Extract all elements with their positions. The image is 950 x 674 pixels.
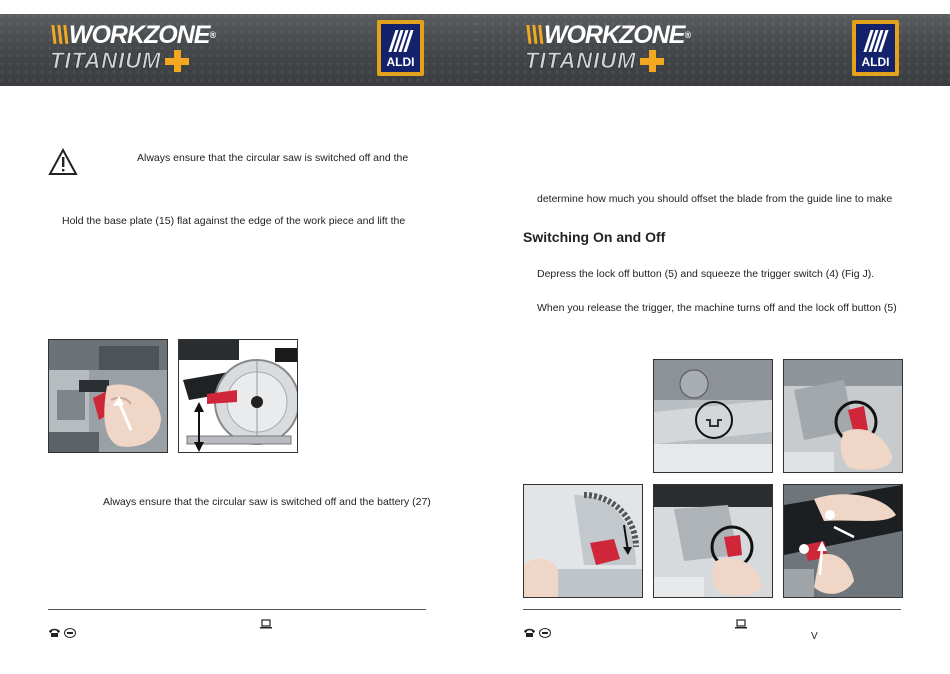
page-number: V (811, 631, 818, 642)
laptop-icon (260, 619, 272, 629)
warning-text-2: Always ensure that the circular saw is switched off and the battery (27) (103, 496, 431, 508)
header-banner (475, 14, 950, 86)
photo-depth-lever (48, 339, 168, 453)
laptop-icon (735, 619, 747, 629)
titanium-logo: TITANIUM (525, 50, 687, 72)
photo-bevel-lever (523, 484, 643, 598)
warning-triangle-icon (48, 148, 78, 176)
warranty-icon (539, 628, 551, 638)
photo-saw-depth (178, 339, 298, 453)
photo-base-notch (653, 359, 773, 473)
instruction-text: Hold the base plate (15) flat against the edge of the work piece and lift the (62, 215, 406, 227)
workzone-logo: \\\WORKZONE® (50, 21, 216, 49)
step-2-text: When you release the trigger, the machine turns off and the lock off button (5) (537, 302, 897, 314)
photo-trigger-switch (783, 484, 903, 598)
warning-text: Always ensure that the circular saw is switched off and the (137, 152, 409, 164)
warranty-icon (64, 628, 76, 638)
section-heading: Switching On and Off (523, 229, 666, 245)
phone-icon (523, 628, 536, 638)
workzone-logo: \\\WORKZONE® (525, 21, 691, 49)
aldi-logo: ALDI (377, 20, 424, 76)
offset-text: determine how much you should offset the blade from the guide line to make (537, 193, 893, 205)
step-1-text: Depress the lock off button (5) and squeeze the trigger switch (4) (Fig J). (537, 268, 875, 280)
titanium-logo: TITANIUM (50, 50, 212, 72)
aldi-logo: ALDI (852, 20, 899, 76)
photo-bevel-adjust (653, 484, 773, 598)
right-page (475, 0, 950, 674)
footer-rule (48, 609, 426, 610)
header-banner (0, 14, 475, 86)
photo-depth-adjust (783, 359, 903, 473)
phone-icon (48, 628, 61, 638)
footer-rule (523, 609, 901, 610)
